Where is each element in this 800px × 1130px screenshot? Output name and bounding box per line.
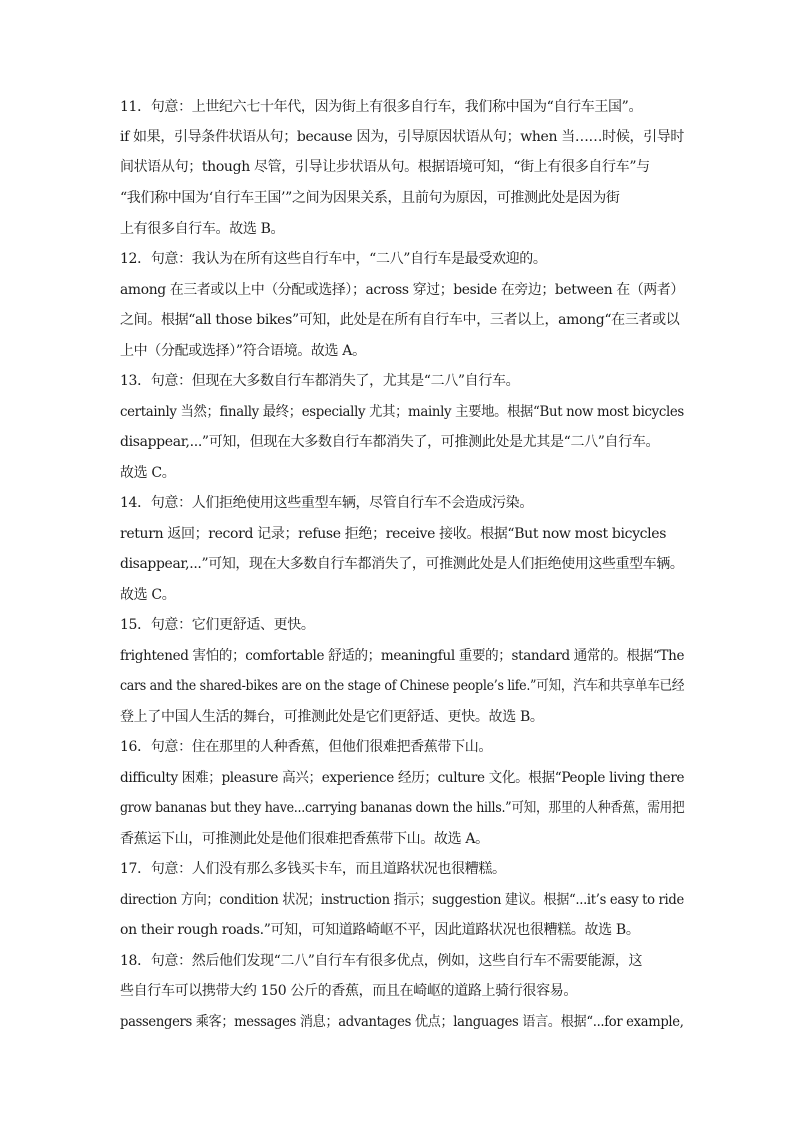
line-20: cars and the shared-bikes are on the stage of Chinese people’s life.”可知，汽车和共享单车已经	[120, 678, 685, 694]
line-9: 上中（分配或选择）”符合语境。故选 A。	[120, 343, 366, 359]
line-26: 17．句意：人们没有那么多钱买卡车，而且道路状况也很糟糕。	[120, 861, 506, 877]
line-25: 香蕉运下山，可推测此处是他们很难把香蕉带下山。故选 A。	[120, 831, 489, 847]
line-23: difficulty 困难；pleasure 高兴；experience 经历；culture 文化。根据“People living there	[120, 770, 685, 786]
line-31: passengers 乘客；messages 消息；advantages 优点；languages 语言。根据“...for example,	[120, 1014, 684, 1030]
line-8: 之间。根据“all those bikes”可知，此处是在所有自行车中，三者以上，among“在三者或以	[120, 312, 680, 328]
line-1: 11．句意：上世纪六七十年代，因为街上有很多自行车，我们称中国为“自行车王国”。	[120, 99, 643, 115]
line-4: “我们称中国为‘自行车王国’”之间为因果关系，且前句为原因，可推测此处是因为街	[120, 190, 620, 206]
line-30: 些自行车可以携带大约 150 公斤的香蕉，而且在崎岖的道路上骑行很容易。	[120, 983, 578, 999]
line-6: 12．句意：我认为在所有这些自行车中，“二八”自行车是最受欢迎的。	[120, 251, 547, 267]
line-27: direction 方向；condition 状况；instruction 指示；suggestion 建议。根据“...it’s easy to ride	[120, 892, 684, 908]
line-22: 16．句意：住在那里的人种香蕉，但他们很难把香蕉带下山。	[120, 739, 493, 755]
line-11: certainly 当然；finally 最终；especially 尤其；mainly 主要地。根据“But now most bicycles	[120, 404, 684, 420]
line-21: 登上了中国人生活的舞台，可推测此处是它们更舒适、更快。故选 B。	[120, 709, 544, 725]
line-16: disappear,...”可知，现在大多数自行车都消失了，可推测此处是人们拒绝使用这些重型车辆。	[120, 556, 684, 572]
line-18: 15．句意：它们更舒适、更快。	[120, 617, 315, 633]
line-29: 18．句意：然后他们发现“二八”自行车有很多优点，例如，这些自行车不需要能源，这	[120, 953, 643, 969]
line-12: disappear,...”可知，但现在大多数自行车都消失了，可推测此处是尤其是“二八”自行车。	[120, 434, 660, 450]
line-15: return 返回；record 记录；refuse 拒绝；receive 接收。根据“But now most bicycles	[120, 526, 667, 542]
line-13: 故选 C。	[120, 465, 176, 481]
line-7: among 在三者或以上中（分配或选择）；across 穿过；beside 在旁边；between 在（两者）	[120, 282, 684, 298]
line-24: grow bananas but they have...carrying bananas down the hills.”可知，那里的人种香蕉，需用把	[120, 800, 685, 816]
line-10: 13．句意：但现在大多数自行车都消失了，尤其是“二八”自行车。	[120, 373, 520, 389]
line-14: 14．句意：人们拒绝使用这些重型车辆，尽管自行车不会造成污染。	[120, 495, 533, 511]
line-28: on their rough roads.”可知，可知道路崎岖不平，因此道路状况也很糟糕。故选 B。	[120, 922, 640, 938]
line-19: frightened 害怕的；comfortable 舒适的；meaningful 重要的；standard 通常的。根据“The	[120, 648, 685, 664]
line-3: 间状语从句；though 尽管，引导让步状语从句。根据语境可知，“街上有很多自行车”与	[120, 159, 650, 175]
line-17: 故选 C。	[120, 587, 176, 603]
line-2: if 如果，引导条件状语从句；because 因为，引导原因状语从句；when 当……时候，引导时	[120, 129, 685, 145]
line-5: 上有很多自行车。故选 B。	[120, 221, 285, 237]
